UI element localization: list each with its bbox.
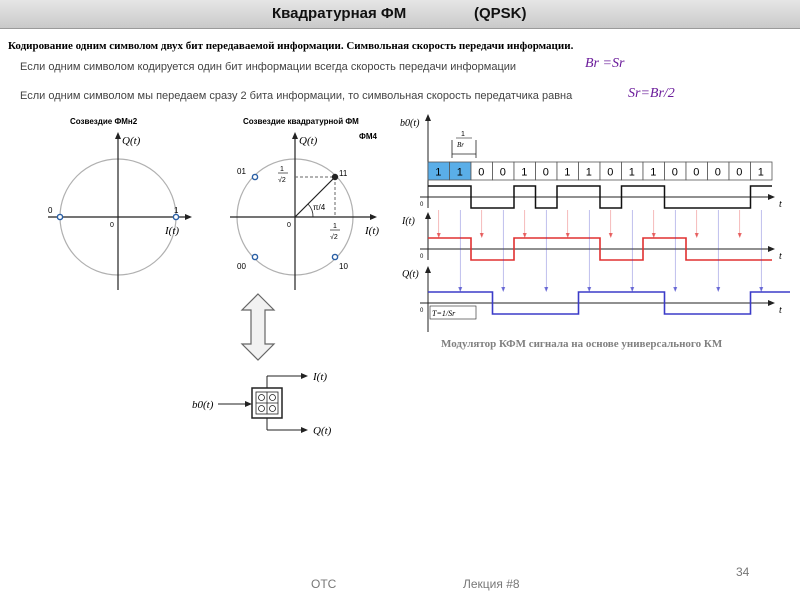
- mod-out-q-arrow: [301, 427, 308, 433]
- bit-value: 0: [693, 166, 700, 179]
- mod-input-arrow: [245, 401, 252, 407]
- bit-value: 0: [607, 166, 614, 179]
- bit-value: 0: [736, 166, 743, 179]
- q-label: Q(t): [402, 269, 419, 280]
- q-x-arrow: [768, 300, 775, 306]
- qpsk-point-01-label: 01: [237, 167, 246, 176]
- subtitle: Кодирование одним символом двух бит передаваемой информации. Символьная скорость передачи информации.: [8, 40, 574, 52]
- bpsk-q-arrow: [115, 132, 121, 139]
- qpsk-title-2: ФМ4: [359, 132, 377, 141]
- bit-period-den: Br: [457, 141, 464, 149]
- bit-value: 1: [564, 166, 571, 179]
- slide-title-abbr: (QPSK): [474, 5, 527, 22]
- projection-arrowhead: [673, 287, 677, 292]
- symbol-period-label: T=1/Sr: [432, 309, 456, 318]
- bit-value: 0: [542, 166, 549, 179]
- bit-value: 0: [499, 166, 506, 179]
- bit-value: 1: [456, 166, 463, 179]
- q-y-arrow: [425, 266, 431, 273]
- qpsk-amp-i-den: √2: [330, 234, 338, 241]
- figure-caption: Модулятор КФМ сигнала на основе универсального КМ: [441, 338, 723, 350]
- bit-value: 1: [650, 166, 657, 179]
- i-label: I(t): [402, 216, 415, 227]
- q-zero-label: 0: [420, 308, 424, 314]
- mod-out-i-arrow: [301, 373, 308, 379]
- bpsk-i-arrow: [185, 214, 192, 220]
- bit-value: 1: [585, 166, 592, 179]
- bpsk-constellation: [40, 112, 200, 302]
- qpsk-point-01: [252, 174, 257, 179]
- qpsk-q-arrow: [292, 132, 298, 139]
- bpsk-i-label: I(t): [165, 225, 180, 237]
- bit-period-num: 1: [461, 131, 465, 138]
- i-t-label: t: [779, 251, 782, 262]
- waveform-diagram: [398, 110, 790, 335]
- bpsk-point-1: [173, 214, 178, 219]
- b0-label: b0(t): [400, 118, 420, 129]
- b0-zero-label: 0: [420, 202, 424, 208]
- qpsk-origin-label: 0: [287, 222, 291, 229]
- b0-t-label: t: [779, 199, 782, 210]
- qpsk-q-label: Q(t): [299, 135, 318, 147]
- qpsk-amp-i-num: 1: [333, 223, 337, 230]
- b0-y-arrow: [425, 114, 431, 121]
- bit-value: 1: [521, 166, 528, 179]
- qpsk-constellation: [225, 112, 400, 302]
- bpsk-point-0-label: 0: [48, 206, 53, 215]
- qpsk-point-11-label: 11: [339, 169, 348, 178]
- projection-arrowhead: [501, 287, 505, 292]
- slide-title: Квадратурная ФМ: [272, 5, 407, 22]
- i-y-arrow: [425, 212, 431, 219]
- mod-out-q-label: Q(t): [313, 425, 332, 437]
- projection-arrowhead: [480, 233, 484, 238]
- title-bar: [0, 0, 800, 29]
- qpsk-point-00: [252, 254, 257, 259]
- bpsk-point-1-label: 1: [174, 206, 179, 215]
- double-arrow-icon: [242, 294, 274, 360]
- formula-br-sr: Br =Sr: [585, 56, 625, 71]
- projection-arrowhead: [738, 233, 742, 238]
- bpsk-origin-label: 0: [110, 222, 114, 229]
- projection-arrowhead: [695, 233, 699, 238]
- qpsk-amp-q-den: √2: [278, 177, 286, 184]
- qpsk-title: Созвездие квадратурной ФМ: [243, 117, 359, 126]
- equivalence-arrow: [238, 292, 278, 362]
- q-t-label: t: [779, 305, 782, 316]
- qpsk-i-arrow: [370, 214, 377, 220]
- footer-lecture: Лекция #8: [463, 577, 520, 591]
- slide-number: 34: [736, 565, 750, 579]
- footer-org: ОТС: [311, 577, 337, 591]
- qpsk-point-10: [332, 254, 337, 259]
- bit-value: 1: [628, 166, 635, 179]
- formula-sr-br2: Sr=Br/2: [628, 86, 675, 101]
- mod-out-i-label: I(t): [313, 371, 328, 383]
- projection-arrowhead: [609, 233, 613, 238]
- bit-value: 1: [757, 166, 764, 179]
- mod-input-label: b0(t): [192, 399, 214, 411]
- qpsk-amp-q-num: 1: [280, 166, 284, 173]
- qpsk-angle-label: π/4: [313, 203, 326, 212]
- i-x-arrow: [768, 246, 775, 252]
- projection-arrowhead: [544, 287, 548, 292]
- waveform-dynamic: [428, 162, 790, 314]
- bpsk-q-label: Q(t): [122, 135, 141, 147]
- text-line-1: Если одним символом кодируется один бит информации всегда скорость передачи информации: [20, 61, 517, 73]
- modulator-diagram: [188, 360, 348, 440]
- b0-x-arrow: [768, 194, 775, 200]
- text-line-2: Если одним символом мы передаем сразу 2 бита информации, то символьная скорость передатчика равна: [20, 90, 573, 102]
- qpsk-point-00-label: 00: [237, 262, 246, 271]
- bit-value: 0: [714, 166, 721, 179]
- qpsk-point-10-label: 10: [339, 262, 348, 271]
- bpsk-point-0: [57, 214, 62, 219]
- qpsk-i-label: I(t): [365, 225, 380, 237]
- bit-value: 0: [478, 166, 485, 179]
- projection-arrowhead: [716, 287, 720, 292]
- i-zero-label: 0: [420, 254, 424, 260]
- qpsk-point-11: [332, 174, 337, 179]
- bit-value: 0: [671, 166, 678, 179]
- bpsk-title: Созвездие ФМн2: [70, 117, 138, 126]
- bit-value: 1: [435, 166, 442, 179]
